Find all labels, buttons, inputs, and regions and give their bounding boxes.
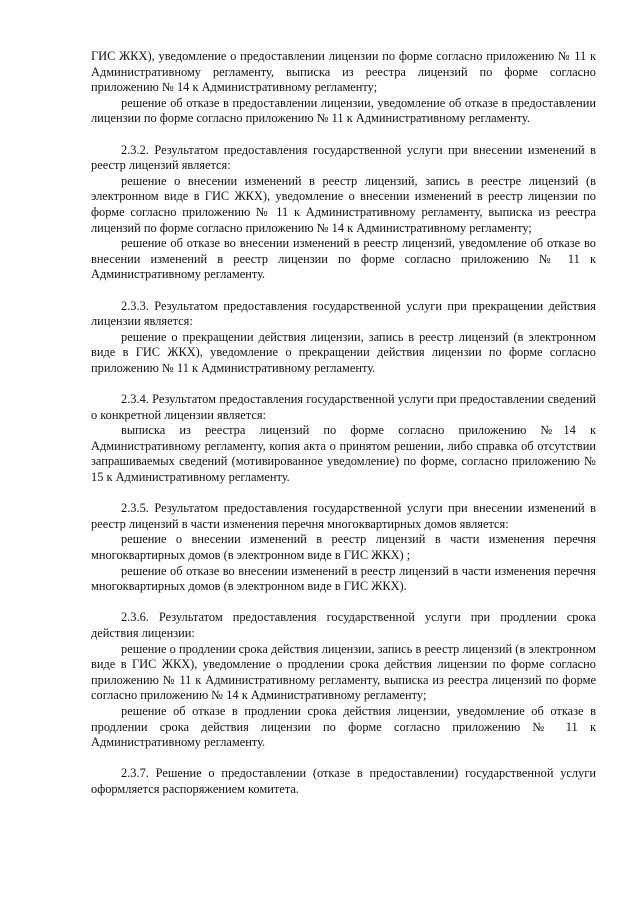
paragraph-2-3-6-heading: 2.3.6. Результатом предоставления государственной услуги при продлении срока действия лицензии: bbox=[91, 610, 596, 640]
paragraph-2-3-4-heading: 2.3.4. Результатом предоставления государственной услуги при предоставлении сведений о конкретной лицензии является: bbox=[91, 392, 596, 422]
paragraph-2-3-4-extract: выписка из реестра лицензий по форме согласно приложению №14 к Административному регламенту, копия акта о принятом решении, либо справка об отсутствии запрашиваемых сведений (мотивированное уведомление) по форме, согласно приложению № 15 к Административному регламенту. bbox=[91, 423, 596, 485]
paragraph-2-3-7: 2.3.7. Решение о предоставлении (отказе в предоставлении) государственной услуги оформляется распоряжением комитета. bbox=[91, 766, 596, 796]
paragraph-2-3-2-decision: решение о внесении изменений в реестр лицензий, запись в реестре лицензий (в электронном виде в ГИС ЖКХ), уведомление о внесении изменений в реестр лицензии по форме согласно приложению № 11 к Административному регламенту, выписка из реестра лицензий по форме согласно приложению № 14 к Административному регламенту; bbox=[91, 173, 596, 235]
paragraph-gap bbox=[91, 751, 596, 767]
document-page bbox=[91, 49, 596, 798]
paragraph-2-3-6-decision: решение о продлении срока действия лицензии, запись в реестр лицензий (в электронном виде в ГИС ЖКХ), уведомление о продлении срока действия лицензии по форме согласно приложению № 11 к Административному регламенту, выписка из реестра лицензий по форме согласно приложению № 14 к Административному регламенту; bbox=[91, 641, 596, 703]
paragraph-2-3-5-decision: решение о внесении изменений в реестр лицензий в части изменения перечня многоквартирных домов (в электронном виде в ГИС ЖКХ) ; bbox=[91, 532, 596, 562]
paragraph-gap bbox=[91, 595, 596, 611]
paragraph-refusal-license: решение об отказе в предоставлении лицензии, уведомление об отказе в предоставлении лицензии по форме согласно приложению № 11 к Административному регламенту. bbox=[91, 95, 596, 126]
paragraph-gap bbox=[91, 283, 596, 299]
paragraph-2-3-3-decision: решение о прекращении действия лицензии, запись в реестр лицензий (в электронном виде в ГИС ЖКХ), уведомление о прекращении действия лицензии по форме согласно приложению № 11 к Административному регламенту. bbox=[91, 329, 596, 375]
paragraph-2-3-5-heading: 2.3.5. Результатом предоставления государственной услуги при внесении изменений в реестр лицензий в части изменения перечня многоквартирных домов является: bbox=[91, 501, 596, 531]
paragraph-2-3-2-refusal: решение об отказе во внесении изменений в реестр лицензий, уведомление об отказе во внесении изменений в реестр лицензии по форме согласно приложению № 11 к Административному регламенту. bbox=[91, 236, 596, 282]
paragraph-2-3-2-heading: 2.3.2. Результатом предоставления государственной услуги при внесении изменений в реестр лицензий является: bbox=[91, 142, 596, 173]
paragraph-2-3-3-heading: 2.3.3. Результатом предоставления государственной услуги при прекращении действия лицензии является: bbox=[91, 298, 596, 329]
paragraph-gap bbox=[91, 127, 596, 143]
paragraph-2-3-5-refusal: решение об отказе во внесении изменений в реестр лицензий в части изменения перечня многоквартирных домов (в электронном виде в ГИС ЖКХ). bbox=[91, 563, 596, 594]
paragraph-continuation: ГИС ЖКХ), уведомление о предоставлении лицензии по форме согласно приложению № 11 к Административному регламенту, выписка из реестра лицензий по форме согласно приложению № 14 к Административному регламенту; bbox=[91, 49, 596, 95]
paragraph-gap bbox=[91, 486, 596, 502]
paragraph-gap bbox=[91, 376, 596, 392]
paragraph-2-3-6-refusal: решение об отказе в продлении срока действия лицензии, уведомление об отказе в продлении срока действия лицензии по форме согласно приложению № 11 к Административному регламенту. bbox=[91, 703, 596, 750]
